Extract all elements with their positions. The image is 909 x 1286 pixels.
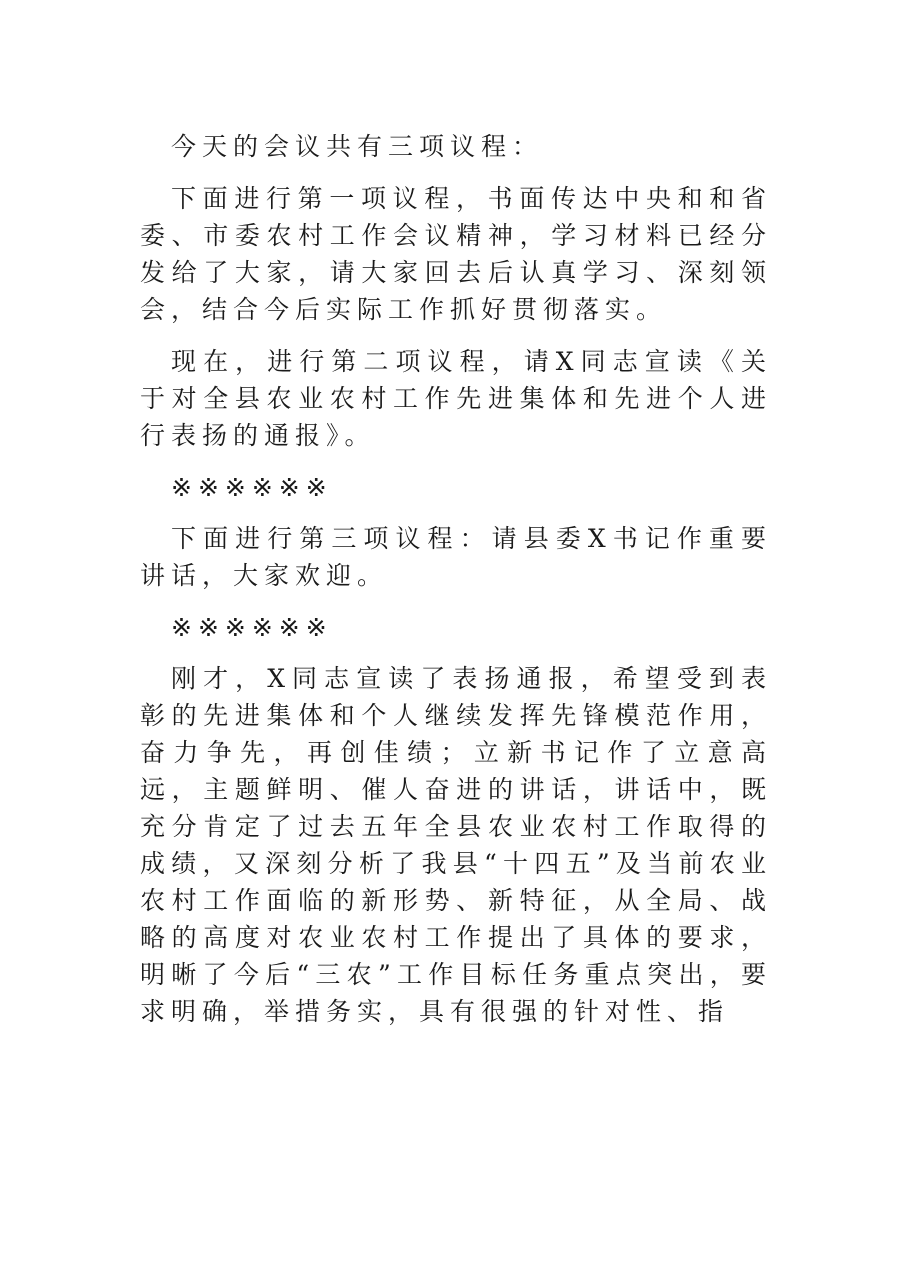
separator-marks: ※※※※※※ (171, 613, 333, 642)
separator-marks: ※※※※※※ (171, 473, 333, 502)
paragraph-first-agenda: 下面进行第一项议程，书面传达中央和和省委、市委农村工作会议精神，学习材料已经分发给了大家，请大家回去后认真学习、深刻领会，结合今后实际工作抓好贯彻落实。 (140, 184, 772, 324)
paragraph-agenda-intro: 今天的会议共有三项议程： (171, 132, 544, 161)
document-page (140, 128, 772, 1045)
paragraph-summary: 刚才，X同志宣读了表扬通报，希望受到表彰的先进集体和个人继续发挥先锋模范作用，奋力争先，再创佳绩；立新书记作了立意高远，主题鲜明、催人奋进的讲话，讲话中，既充分肯定了过去五年全县农业农村工作取得的成绩，又深刻分析了我县“十四五”及当前农业农村工作面临的新形势、新特征，从全局、战略的高度对农业农村工作提出了具体的要求，明晰了今后“三农”工作目标任务重点突出，要求明确，举措务实，具有很强的针对性、指 (140, 664, 772, 1026)
paragraph-third-agenda: 下面进行第三项议程：请县委X书记作重要讲话，大家欢迎。 (140, 524, 772, 590)
paragraph-second-agenda: 现在，进行第二项议程，请X同志宣读《关于对全县农业农村工作先进集体和先进个人进行表扬的通报》。 (140, 347, 772, 450)
